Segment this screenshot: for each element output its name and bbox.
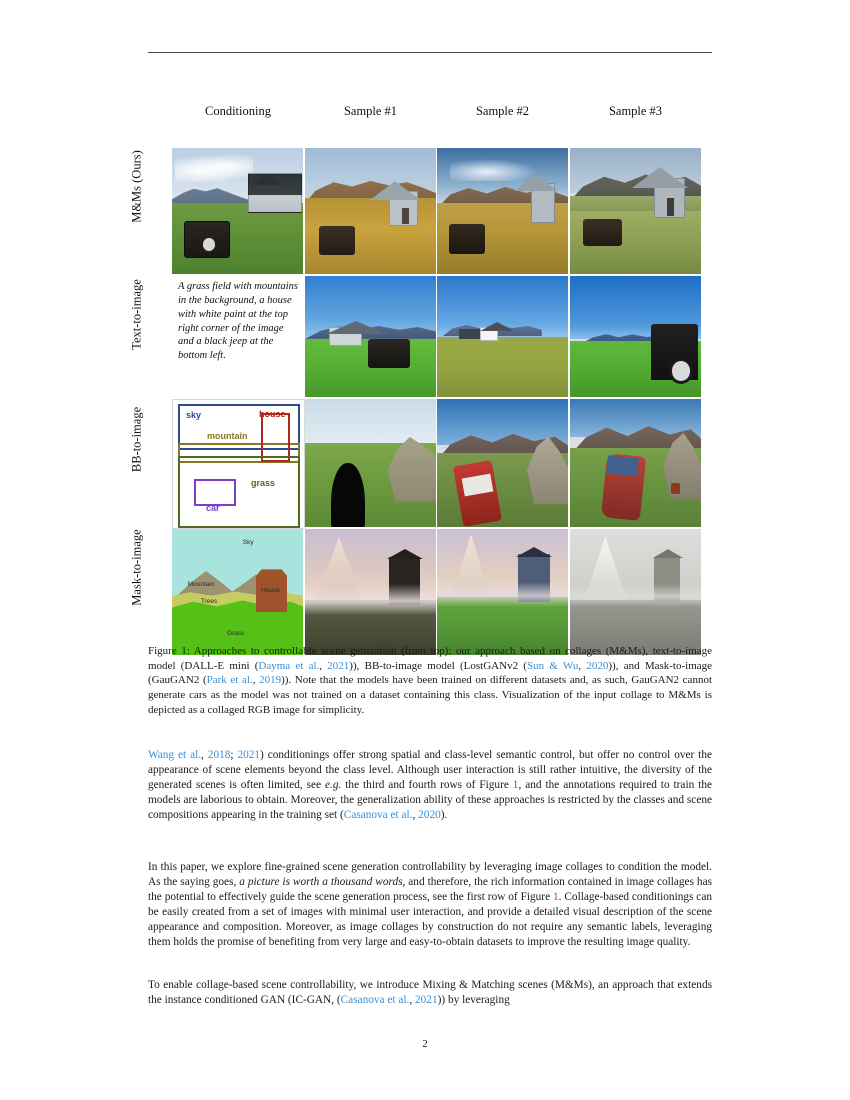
p1-text-1: ) conditionings offer strong spatial and class-level semantic control, but offer no control over the appearance of scene elements beyond the class level. Although user interaction is still rather intuitive, the diversity of the generated scenes is often limited, see xyxy=(148,749,712,792)
figure-1 xyxy=(129,104,712,637)
text-to-image-sample-2 xyxy=(437,276,568,397)
citation-casanova-2020[interactable]: Casanova et al. xyxy=(343,809,413,822)
text-prompt: A grass field with mountains in the background, a house with white paint at the top right corner of the image and a black jeep at the bottom left. xyxy=(178,281,298,362)
mask-label-grass: Grass xyxy=(227,629,245,637)
segmentation-mask-conditioning xyxy=(172,529,303,655)
text-prompt-conditioning xyxy=(172,276,303,397)
p3-text-2: )) by leveraging xyxy=(437,994,510,1007)
citation-casanova-2020-year[interactable]: 2020 xyxy=(418,809,441,822)
bbox-label-grass: grass xyxy=(251,478,276,488)
column-header-conditioning: Conditioning xyxy=(205,104,271,118)
figure-reference-1a[interactable]: 1 xyxy=(512,779,519,792)
citation-casanova-2021[interactable]: Casanova et al. xyxy=(340,994,410,1007)
bb-to-image-sample-2 xyxy=(437,399,568,527)
bbox-label-sky: sky xyxy=(186,410,202,420)
mask-to-image-sample-1 xyxy=(305,529,436,655)
citation-wang[interactable]: Wang et al. xyxy=(148,749,202,761)
mms-sample-3-image xyxy=(570,148,701,274)
mask-to-image-sample-3 xyxy=(570,529,701,655)
citation-casanova-2021-year[interactable]: 2021 xyxy=(415,994,438,1007)
bounding-box-conditioning xyxy=(172,399,305,529)
bbox-house xyxy=(261,413,290,462)
row-label-mms: M&Ms (Ours) xyxy=(129,150,144,223)
figure-caption: Figure 1: Approaches to controllable scene generation (from top): our approach based on collages (M&Ms), text-to-image model (DALL-E mini (Dayma et al., 2021)), BB-to-image model (LostGANv2 (Sun & Wu, 2020)), and Mask-to-image (GauGAN2 (Park et al., 2019)). Note that the models have been trained on different datasets and, as such, GauGAN2 cannot generate cars as the model was not trained on a dataset containing this class. Visualization of the input collage to M&Ms is depicted as a collaged RGB image for simplicity. xyxy=(148,645,713,716)
figure-grid xyxy=(129,126,712,637)
p2-text-2: , and therefore, the rich information contained in image collages has the potential to effectively guide the scene generation process, see the first row of Figure xyxy=(148,876,712,904)
bb-to-image-sample-1 xyxy=(305,399,436,527)
mask-to-image-sample-2 xyxy=(437,529,568,655)
row-label-bb-to-image: BB-to-image xyxy=(129,406,144,473)
figure-column-headers xyxy=(148,104,712,126)
row-label-mask-to-image: Mask-to-image xyxy=(129,529,144,606)
conditioning-collage-image xyxy=(172,148,303,274)
mask-label-sky: Sky xyxy=(242,539,254,547)
p2-text-1: In this paper, we explore fine-grained scene generation controllability by leveraging image collages to condition the model. As the saying goes, xyxy=(148,861,712,889)
citation-wang-year-2021[interactable]: 2021 xyxy=(237,749,261,761)
bbox-label-house: house xyxy=(259,409,286,419)
bb-to-image-sample-3 xyxy=(570,399,701,527)
figure-caption-label: Figure 1: xyxy=(148,645,190,657)
citation-separator: ; xyxy=(230,749,238,761)
p2-emph-saying: a picture is worth a thousand words xyxy=(239,876,403,889)
figure-caption-part3: )), and Mask-to-image (GauGAN2 ( xyxy=(148,659,713,687)
figure-caption-part2: )), BB-to-image model (LostGANv2 ( xyxy=(349,659,527,672)
paragraph-3: To enable collage-based scene controllability, we introduce Mixing & Matching scenes (M&Ms), an approach that extends the instance conditioned GAN (IC-GAN, (Casanova et al., 2021)) by leveraging xyxy=(148,979,712,1007)
text-to-image-sample-1 xyxy=(305,276,436,397)
bbox-label-mountain: mountain xyxy=(207,431,248,441)
bbox-car xyxy=(194,479,236,506)
p1-emph-eg: e.g. xyxy=(325,779,342,792)
column-header-sample-2: Sample #2 xyxy=(475,104,530,118)
citation-park[interactable]: Park et al. xyxy=(206,674,253,687)
p1-text-2: the third and fourth rows of Figure xyxy=(341,779,513,792)
p3-text-1: To enable collage-based scene controllability, we introduce Mixing & Matching scenes (M&Ms), an approach that extends the instance conditioned GAN (IC-GAN, ( xyxy=(148,979,712,1007)
mms-sample-1-image xyxy=(305,148,436,274)
citation-sun-wu-year[interactable]: 2020 xyxy=(586,659,609,672)
column-header-sample-1: Sample #1 xyxy=(343,104,398,118)
paragraph-2 xyxy=(148,860,712,950)
row-label-text-to-image: Text-to-image xyxy=(129,279,144,350)
bbox-label-car: car xyxy=(206,503,220,513)
citation-dayma-year[interactable]: 2021 xyxy=(327,659,350,672)
mms-sample-2-image xyxy=(437,148,568,274)
figure-caption-part1: Approaches to controllable scene generation (from top): our approach based on collages (M&Ms), text-to-image model (DALL-E mini ( xyxy=(148,645,712,672)
mask-label-trees: Trees xyxy=(200,598,218,606)
header-rule xyxy=(148,52,712,53)
p1-text-4: ). xyxy=(440,809,448,822)
p1-text-3: , and the annotations required to train the models are laborious to obtain. Moreover, the generalization ability of these approaches is restricted by the classes and scene compositions appearing in the training set ( xyxy=(148,779,712,822)
figure-caption-part4: )). Note that the models have been trained on different datasets and, as such, GauGAN2 cannot generate cars as the model was not trained on a dataset containing this class. Visualization of the input collage to M&Ms is depicted as a collaged RGB image for simplicity. xyxy=(148,674,713,716)
citation-sun-wu[interactable]: Sun & Wu xyxy=(526,659,579,672)
citation-dayma[interactable]: Dayma et al. xyxy=(258,659,320,672)
citation-wang-year-2018[interactable]: 2018 xyxy=(207,749,231,761)
figure-reference-1b[interactable]: 1 xyxy=(553,891,559,904)
paragraph-1: Wang et al., 2018; 2021) conditionings offer strong spatial and class-level semantic control, but offer no control over the appearance of scene elements beyond the class level. Although user interaction is still rather intuitive, the diversity of the generated scenes is often limited, see e.g. the third and fourth rows of Figure 1, and the annotations required to train the models are laborious to obtain. Moreover, the generalization ability of these approaches is restricted by the classes and scene compositions appearing in the training set (Casanova et al., 2020). xyxy=(148,749,712,822)
column-header-sample-3: Sample #3 xyxy=(608,104,663,118)
citation-park-year[interactable]: 2019 xyxy=(259,674,282,687)
text-to-image-sample-3 xyxy=(570,276,701,397)
mask-label-house: House xyxy=(261,586,280,594)
mask-label-mountain: Mountain xyxy=(187,580,215,588)
page-number: 2 xyxy=(422,1038,428,1050)
p2-text-3: . Collage-based conditionings can be easily created from a set of images with minimal user interaction, and provide a detailed visual description of the scene appearance and composition. Moreover, as image collages by construction do not require any semantic labels, leveraging them holds the promise of benefiting from very large and easy-to-obtain datasets to improve the resulting image quality. xyxy=(148,891,712,949)
